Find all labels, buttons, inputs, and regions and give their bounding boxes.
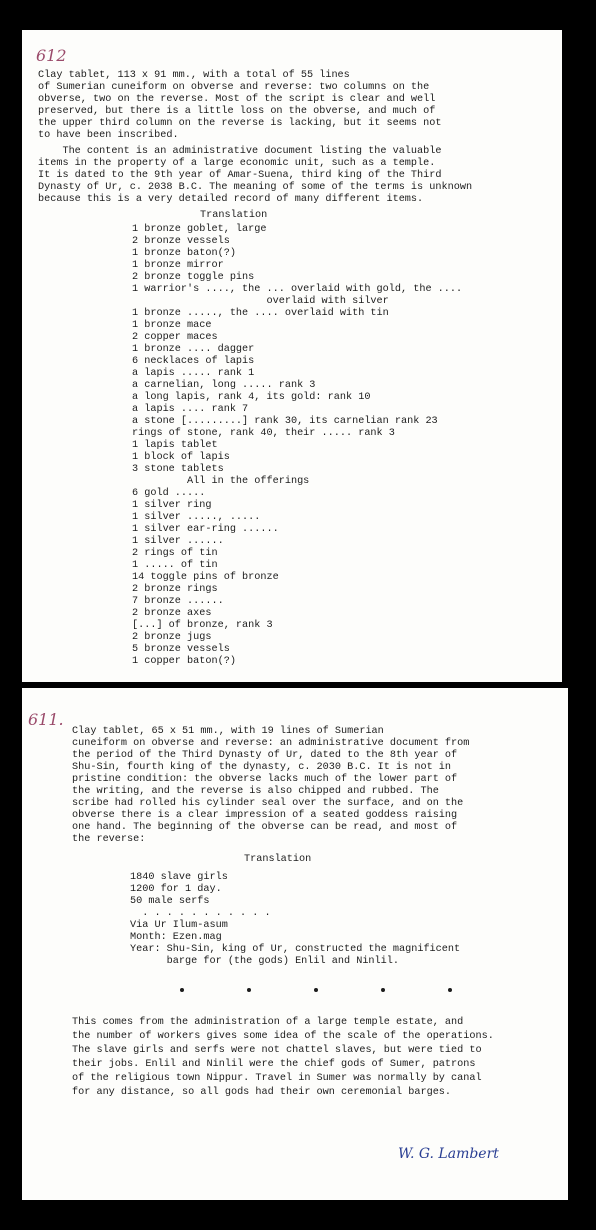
text-line: their jobs. Enlil and Ninlil were the chief gods of Sumer, patrons — [72, 1059, 476, 1070]
separator-dots — [180, 988, 452, 992]
list-item: 3 stone tablets — [132, 464, 224, 475]
separator-dot — [247, 988, 251, 992]
text-line: obverse, two on the reverse. Most of the script is clear and well — [38, 94, 436, 105]
text-line: the period of the Third Dynasty of Ur, dated to the 8th year of — [72, 750, 458, 761]
separator-dot — [448, 988, 452, 992]
list-item: a lapis .... rank 7 — [132, 404, 249, 415]
signature: W. G. Lambert — [398, 1146, 499, 1162]
list-item: a lapis ..... rank 1 — [132, 368, 255, 379]
list-item: Via Ur Ilum-asum — [130, 920, 228, 931]
list-item: 1 block of lapis — [132, 452, 230, 463]
page-number-611: 611. — [28, 710, 64, 729]
text-line: for any distance, so all gods had their own ceremonial barges. — [72, 1087, 452, 1098]
list-item: 1 bronze baton(?) — [132, 248, 236, 259]
list-item: 6 necklaces of lapis — [132, 356, 255, 367]
text-line: cuneiform on obverse and reverse: an administrative document from — [72, 738, 470, 749]
list-item: 2 bronze toggle pins — [132, 272, 255, 283]
list-item: 1 bronze goblet, large — [132, 224, 267, 235]
text-line: Dynasty of Ur, c. 2038 B.C. The meaning of some of the terms is unknown — [38, 182, 473, 193]
intro-paragraph — [72, 726, 469, 846]
separator-dot — [180, 988, 184, 992]
list-item: 1 silver ....., ..... — [132, 512, 261, 523]
document-page-612 — [22, 30, 562, 682]
list-item: 1 ..... of tin — [132, 560, 218, 571]
list-item: barge for (the gods) Enlil and Ninlil. — [130, 956, 399, 967]
list-item: 1200 for 1 day. — [130, 884, 222, 895]
list-item: 2 bronze jugs — [132, 632, 212, 643]
translation-lines — [130, 872, 460, 968]
list-item: 1 bronze ....., the .... overlaid with tin — [132, 308, 389, 319]
text-line: one hand. The beginning of the obverse can be read, and most of — [72, 822, 458, 833]
text-line: This comes from the administration of a large temple estate, and — [72, 1017, 464, 1028]
text-line: items in the property of a large economic unit, such as a temple. — [38, 158, 436, 169]
list-item: 2 bronze axes — [132, 608, 212, 619]
list-item: 1 bronze .... dagger — [132, 344, 255, 355]
list-item: 7 bronze ...... — [132, 596, 224, 607]
translation-list — [132, 224, 462, 668]
list-item: 14 toggle pins of bronze — [132, 572, 279, 583]
text-line: scribe had rolled his cylinder seal over the surface, and on the — [72, 798, 464, 809]
list-item: 2 bronze rings — [132, 584, 218, 595]
list-item: overlaid with silver — [132, 296, 389, 307]
text-line: pristine condition: the obverse lacks much of the lower part of — [72, 774, 458, 785]
text-line: of Sumerian cuneiform on obverse and reverse: two columns on the — [38, 82, 430, 93]
list-item: All in the offerings — [132, 476, 310, 487]
intro-paragraph — [38, 70, 442, 142]
list-item: Month: Ezen.mag — [130, 932, 222, 943]
list-item: 2 bronze vessels — [132, 236, 230, 247]
text-line: the number of workers gives some idea of the scale of the operations. — [72, 1031, 494, 1042]
text-line: Shu-Sin, fourth king of the dynasty, c. 2030 B.C. It is not in — [72, 762, 452, 773]
list-item: a carnelian, long ..... rank 3 — [132, 380, 316, 391]
list-item: 1 lapis tablet — [132, 440, 218, 451]
list-item: 1 silver ear-ring ...... — [132, 524, 279, 535]
text-line: Clay tablet, 65 x 51 mm., with 19 lines of Sumerian — [72, 726, 384, 737]
document-page-611 — [22, 688, 568, 1200]
text-line: to have been inscribed. — [38, 130, 179, 141]
translation-heading: Translation — [200, 210, 268, 221]
page-number-612: 612 — [36, 46, 67, 65]
list-item: 5 bronze vessels — [132, 644, 230, 655]
text-line: because this is a very detailed record of many different items. — [38, 194, 424, 205]
list-item: 1 bronze mace — [132, 320, 212, 331]
text-line: It is dated to the 9th year of Amar-Suena, third king of the Third — [38, 170, 442, 181]
list-item: a long lapis, rank 4, its gold: rank 10 — [132, 392, 371, 403]
list-item: 1 bronze mirror — [132, 260, 224, 271]
list-item: 1 silver ring — [132, 500, 212, 511]
text-line: The content is an administrative document listing the valuable — [38, 146, 442, 157]
translation-heading: Translation — [244, 854, 312, 865]
list-item: Year: Shu-Sin, king of Ur, constructed the magnificent — [130, 944, 461, 955]
text-line: The slave girls and serfs were not chattel slaves, but were tied to — [72, 1045, 482, 1056]
text-line: the writing, and the reverse is also chipped and rubbed. The — [72, 786, 439, 797]
text-line: of the religious town Nippur. Travel in Sumer was normally by canal — [72, 1073, 482, 1084]
closing-paragraph — [72, 1016, 494, 1100]
list-item: 6 gold ..... — [132, 488, 206, 499]
list-item: a stone [.........] rank 30, its carnelian rank 23 — [132, 416, 438, 427]
separator-dot — [314, 988, 318, 992]
text-line: Clay tablet, 113 x 91 mm., with a total of 55 lines — [38, 70, 350, 81]
list-item: 2 copper maces — [132, 332, 218, 343]
list-item: 2 rings of tin — [132, 548, 218, 559]
text-line: the upper third column on the reverse is lacking, but it seems not — [38, 118, 442, 129]
list-item: [...] of bronze, rank 3 — [132, 620, 273, 631]
separator-dot — [381, 988, 385, 992]
list-item: 50 male serfs — [130, 896, 210, 907]
list-item: 1840 slave girls — [130, 872, 228, 883]
list-item: rings of stone, rank 40, their ..... rank 3 — [132, 428, 395, 439]
text-line: the reverse: — [72, 834, 146, 845]
list-item: . . . . . . . . . . . — [130, 908, 271, 919]
list-item: 1 silver ...... — [132, 536, 224, 547]
list-item: 1 copper baton(?) — [132, 656, 236, 667]
text-line: obverse there is a clear impression of a seated goddess raising — [72, 810, 458, 821]
content-paragraph — [38, 146, 472, 206]
text-line: preserved, but there is a little loss on the obverse, and much of — [38, 106, 436, 117]
list-item: 1 warrior's ...., the ... overlaid with gold, the .... — [132, 284, 463, 295]
